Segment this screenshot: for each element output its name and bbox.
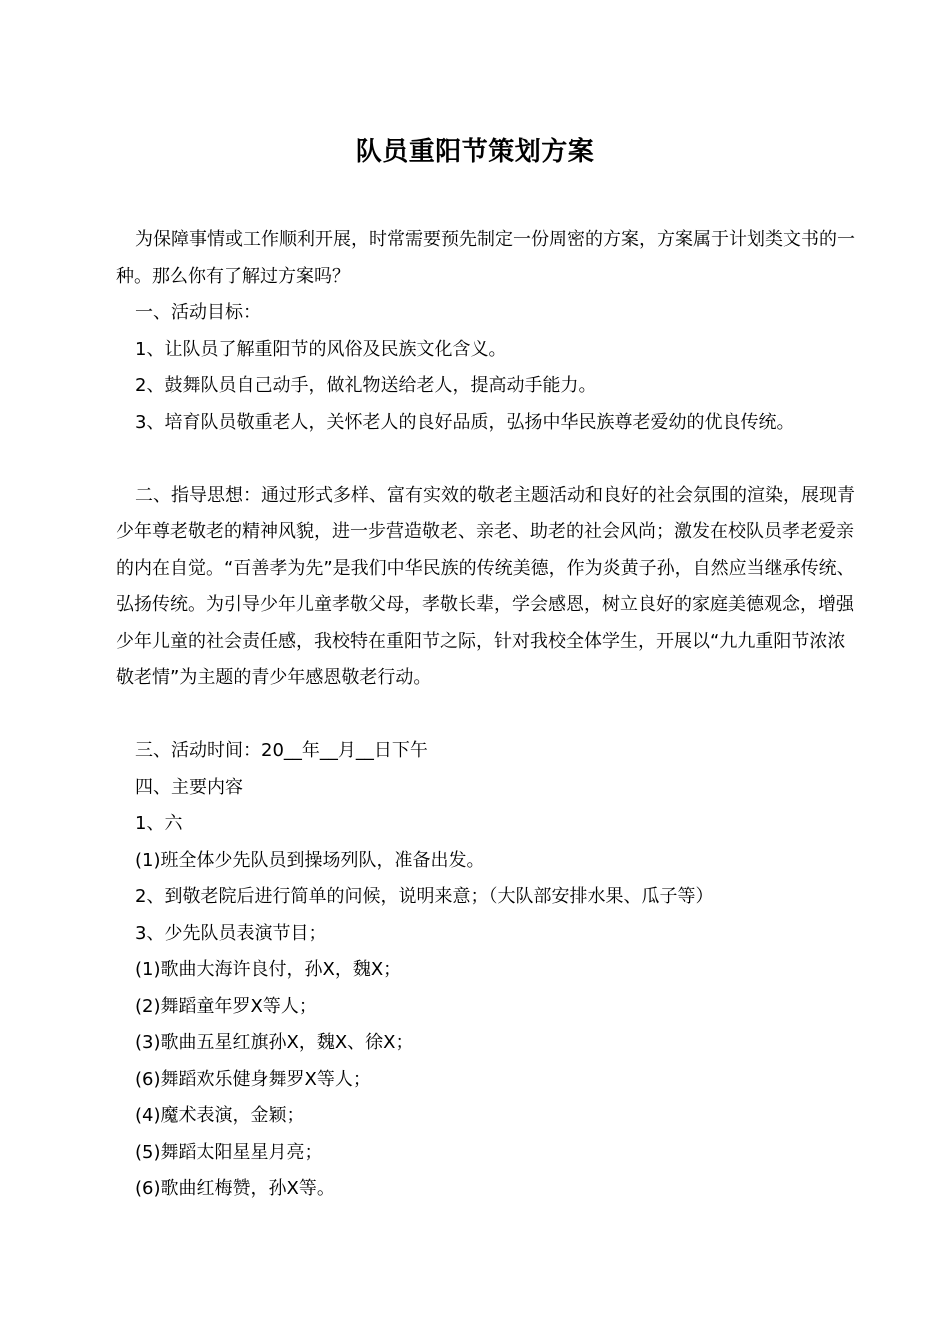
section1-item: 3、培育队员敬重老人，关怀老人的良好品质，弘扬中华民族尊老爱幼的优良传统。: [135, 411, 795, 433]
section3-paragraph: 三、活动时间：20__年__月__日下午: [135, 740, 428, 761]
section4-item: 2、到敬老院后进行简单的问候，说明来意；（大队部安排水果、瓜子等）: [135, 886, 714, 907]
section1-item: 1、让队员了解重阳节的风俗及民族文化含义。: [135, 338, 507, 360]
document-body: [116, 222, 856, 1208]
section4-item: (4)魔术表演，金颖；: [135, 1105, 305, 1126]
section4-item: (5)舞蹈太阳星星月亮；: [135, 1141, 323, 1163]
section4-heading: 四、主要内容: [135, 776, 243, 798]
intro-paragraph: 为保障事情或工作顺利开展，时常需要预先制定一份周密的方案，方案属于计划类文书的一种。那么你有了解过方案吗？: [116, 229, 855, 287]
section2-paragraph: 二、指导思想：通过形式多样、富有实效的敬老主题活动和良好的社会氛围的渲染，展现青少年尊老敬老的精神风貌，进一步营造敬老、亲老、助老的社会风尚；激发在校队员孝老爱亲的内在自觉。“百善孝为先”是我们中华民族的传统美德，作为炎黄子孙，自然应当继承传统、弘扬传统。为引导少年儿童孝敬父母，孝敬长辈，学会感恩，树立良好的家庭美德观念，增强少年儿童的社会责任感，我校特在重阳节之际，针对我校全体学生，开展以“九九重阳节浓浓敬老情”为主题的青少年感恩敬老行动。: [116, 484, 855, 688]
section4-item: (1)班全体少先队员到操场列队，准备出发。: [135, 849, 485, 871]
section4-item: (3)歌曲五星红旗孙X，魏X、徐X；: [135, 1032, 414, 1053]
section1-heading: 一、活动目标：: [135, 302, 261, 323]
paragraph-gap: [116, 697, 856, 734]
section4-item: 3、少先队员表演节目；: [135, 922, 327, 944]
section4-item: (1)歌曲大海许良付，孙X，魏X；: [135, 959, 402, 980]
paragraph-gap: [116, 441, 856, 478]
section1-item: 2、鼓舞队员自己动手，做礼物送给老人，提高动手能力。: [135, 375, 597, 396]
section4-item: (6)舞蹈欢乐健身舞罗X等人；: [135, 1068, 371, 1090]
section4-item: (6)歌曲红梅赞，孙X等。: [135, 1178, 335, 1199]
document-title: 队员重阳节策划方案: [355, 137, 595, 167]
section4-item: (2)舞蹈童年罗X等人；: [135, 995, 317, 1017]
section4-item: 1、六: [135, 813, 183, 834]
